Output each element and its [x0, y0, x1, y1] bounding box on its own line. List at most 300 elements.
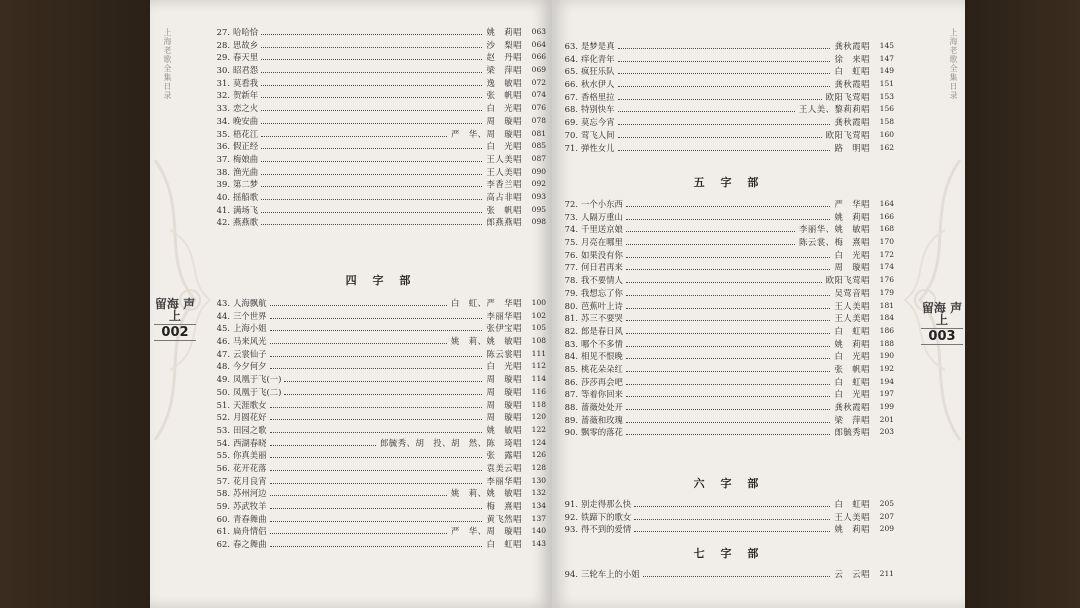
singer-name: 张 帆唱 [486, 90, 522, 101]
entry-page: 100 [531, 298, 546, 307]
song-title: 蔷薇和玫瑰 [581, 414, 623, 425]
entry-page: 203 [879, 427, 894, 437]
leader-dots [270, 445, 376, 446]
song-title: 莎莎再会吧 [581, 376, 623, 387]
section-heading: 七 字 部 [693, 547, 765, 560]
entry-number: 41. [216, 204, 230, 215]
entry-page: 149 [879, 66, 894, 76]
song-title: 月亮在哪里 [581, 237, 623, 248]
toc-entry [564, 103, 894, 116]
singer-name: 姚 莉唱 [834, 211, 870, 222]
entry-number: 74. [564, 224, 578, 235]
singer-name: 白 虹唱 [834, 66, 870, 77]
entry-page: 181 [879, 300, 894, 310]
entry-page: 108 [531, 336, 546, 346]
singer-name: 姚 莉唱 [834, 524, 870, 535]
entry-page: 063 [531, 27, 546, 36]
leader-dots [270, 343, 447, 344]
song-title: 痒化青年 [581, 53, 615, 64]
entry-page: 199 [879, 402, 894, 411]
toc-entry [564, 249, 894, 262]
entry-page: 176 [879, 275, 894, 285]
entry-number: 81. [564, 313, 578, 324]
leader-dots [270, 470, 482, 471]
singer-name: 白 虹唱 [486, 539, 522, 550]
entry-number: 48. [216, 361, 230, 372]
entry-page: 069 [531, 65, 546, 75]
leader-dots [261, 186, 482, 187]
singer-name: 白 虹唱 [834, 376, 870, 387]
entry-number: 55. [216, 450, 230, 461]
entry-page: 074 [531, 90, 546, 100]
entry-page: 162 [879, 142, 894, 152]
leader-dots [261, 212, 482, 213]
toc-entry [216, 513, 546, 526]
leader-dots [270, 521, 482, 522]
toc-list [564, 568, 894, 581]
song-title: 假正经 [233, 141, 259, 152]
table-surface-right [965, 0, 1080, 608]
entry-number: 30. [216, 65, 230, 76]
toc-entry [216, 26, 546, 39]
leader-dots [626, 269, 830, 270]
toc-entry [216, 386, 546, 399]
singer-name: 欧阳飞莺唱 [825, 275, 870, 286]
leader-dots [626, 333, 830, 334]
book-side-title: 上海老歌全集日录 [949, 28, 958, 100]
toc-list [216, 297, 546, 551]
singer-name: 陈云裳唱 [486, 348, 522, 359]
entry-page: 143 [531, 539, 546, 549]
singer-name: 白 虹、严 华唱 [451, 298, 522, 308]
entry-number: 47. [216, 348, 230, 359]
leader-dots [261, 97, 482, 98]
entry-number: 35. [216, 128, 230, 139]
entry-page: 190 [879, 351, 894, 361]
toc-entry [216, 77, 546, 90]
toc-entry [216, 449, 546, 462]
leader-dots [626, 434, 830, 435]
entry-number: 28. [216, 39, 230, 50]
entry-page: 072 [531, 77, 546, 87]
song-title: 特别快车 [581, 104, 615, 115]
entry-page: 170 [879, 237, 894, 247]
toc-entry [564, 65, 894, 78]
entry-number: 44. [216, 310, 230, 321]
entry-page: 156 [879, 104, 894, 114]
singer-name: 李丽华、姚 敏唱 [799, 224, 870, 235]
entry-page: 064 [531, 39, 546, 49]
song-title: 如果没有你 [581, 249, 623, 260]
song-title: 扁舟情侣 [233, 526, 267, 537]
singer-name: 严 华、周 璇唱 [451, 526, 522, 537]
singer-name: 周 璇唱 [486, 412, 522, 423]
song-title: 渔光曲 [233, 166, 259, 177]
leader-dots [626, 396, 830, 397]
floral-ornament-right [895, 150, 965, 450]
entry-number: 59. [216, 501, 230, 511]
entry-number: 86. [564, 376, 578, 387]
leader-dots [270, 483, 482, 484]
leader-dots [261, 199, 482, 200]
leader-dots [626, 295, 830, 296]
singer-name: 白 光唱 [834, 249, 870, 260]
leader-dots [634, 519, 830, 520]
entry-page: 118 [531, 399, 546, 409]
entry-page: 130 [531, 475, 546, 485]
song-title: 梅娘曲 [233, 153, 259, 164]
leader-dots [261, 161, 482, 162]
song-title: 郎是春日风 [581, 325, 623, 336]
entry-number: 60. [216, 513, 230, 524]
singer-name: 周 璇唱 [834, 262, 870, 273]
entry-number: 90. [564, 427, 578, 438]
song-title: 我不要情人 [581, 275, 623, 286]
song-title: 燕燕歌 [233, 217, 259, 228]
entry-page: 179 [879, 287, 894, 297]
right-page [552, 0, 965, 608]
leader-dots [626, 320, 830, 321]
singer-name: 梁 萍唱 [486, 65, 522, 76]
entry-number: 93. [564, 524, 578, 535]
song-title: 飘零的落花 [581, 427, 623, 438]
leader-dots [618, 150, 830, 151]
toc-entry [216, 538, 546, 551]
song-title: 云裳仙子 [233, 348, 267, 359]
song-title: 晚安曲 [233, 115, 259, 126]
toc-entry [564, 568, 894, 581]
toc-entry [564, 91, 894, 104]
singer-name: 严 华、周 璇唱 [451, 128, 522, 139]
song-title: 苏三不要哭 [581, 313, 623, 324]
song-title: 青春舞曲 [233, 513, 267, 524]
song-title: 哈哈恰 [233, 27, 259, 37]
singer-name: 梅 熹唱 [486, 501, 522, 511]
singer-name: 张 帆唱 [486, 204, 522, 215]
song-title: 相见不恨晚 [581, 351, 623, 362]
entry-page: 120 [531, 412, 546, 422]
singer-name: 张伊宝唱 [486, 323, 522, 334]
toc-section [564, 545, 894, 561]
toc-entry [216, 411, 546, 424]
leader-dots [284, 394, 482, 395]
song-title: 香格里拉 [581, 91, 615, 102]
singer-name: 周 璇唱 [486, 374, 522, 385]
toc-list [564, 498, 894, 536]
song-title: 凤凰于飞(一) [233, 374, 282, 385]
singer-name: 陈云裳、梅 熹唱 [799, 237, 870, 248]
entry-number: 32. [216, 90, 230, 101]
entry-page: 132 [531, 488, 546, 498]
entry-page: 145 [879, 41, 894, 50]
leader-dots [261, 136, 447, 137]
entry-number: 38. [216, 166, 230, 177]
singer-name: 欧阳飞莺唱 [825, 129, 870, 140]
entry-number: 80. [564, 300, 578, 311]
toc-entry [216, 360, 546, 373]
toc-entry [216, 39, 546, 52]
singer-name: 郎燕燕唱 [486, 217, 522, 228]
toc-entry [216, 399, 546, 412]
toc-entry [564, 40, 894, 53]
leader-dots [626, 371, 830, 372]
entry-page: 111 [531, 348, 546, 358]
song-title: 月圆花好 [233, 412, 267, 423]
singer-name: 赵 丹唱 [486, 52, 522, 63]
leader-dots [618, 86, 830, 87]
book-brand [154, 298, 196, 341]
leader-dots [270, 533, 447, 534]
toc-entry [216, 525, 546, 538]
toc-entry [216, 128, 546, 141]
song-title: 今夕何夕 [233, 361, 267, 372]
singer-name: 白 光唱 [486, 103, 522, 114]
song-title: 莺飞人间 [581, 129, 615, 140]
entry-number: 51. [216, 399, 230, 410]
singer-name: 郎毓秀唱 [834, 427, 870, 438]
singer-name: 姚 莉、姚 敏唱 [451, 488, 522, 499]
entry-page: 122 [531, 424, 546, 434]
entry-number: 82. [564, 325, 578, 336]
entry-page: 160 [879, 129, 894, 139]
song-title: 春天里 [233, 52, 259, 63]
singer-name: 王人美、黎莉莉唱 [799, 104, 870, 115]
toc-entry [216, 51, 546, 64]
leader-dots [634, 531, 830, 532]
leader-dots [261, 72, 482, 73]
entry-page: 192 [879, 363, 894, 373]
song-title: 何日君再来 [581, 262, 623, 273]
singer-name: 白 光唱 [486, 141, 522, 152]
book-side-title: 上海老歌全集日录 [163, 28, 172, 100]
toc-entry [564, 300, 894, 313]
entry-number: 75. [564, 237, 578, 248]
entry-number: 49. [216, 374, 230, 385]
toc-entry [216, 475, 546, 488]
toc-entry [564, 78, 894, 91]
entry-number: 83. [564, 338, 578, 349]
song-title: 梧花江 [233, 128, 259, 139]
singer-name: 龚秋霞唱 [834, 79, 870, 90]
toc-section [216, 272, 546, 288]
leader-dots [626, 409, 830, 410]
toc-entry [564, 426, 894, 439]
entry-number: 33. [216, 103, 230, 114]
song-title: 第二梦 [233, 179, 259, 190]
toc-entry [216, 437, 546, 450]
song-title: 得不到的爱情 [581, 524, 632, 535]
singer-name: 严 华唱 [834, 199, 870, 209]
song-title: 恋之火 [233, 103, 259, 114]
singer-name: 龚秋霞唱 [834, 41, 870, 51]
brand-logo-text: 留海 声上 [154, 297, 196, 323]
song-title: 花开花落 [233, 462, 267, 473]
toc-entry [564, 523, 894, 536]
page-number: 002 [154, 324, 196, 341]
song-title: 马来风光 [233, 336, 267, 347]
entry-number: 50. [216, 386, 230, 397]
entry-number: 68. [564, 104, 578, 115]
entry-number: 46. [216, 336, 230, 347]
singer-name: 王人美唱 [834, 300, 870, 311]
entry-number: 94. [564, 569, 578, 579]
leader-dots [270, 407, 482, 408]
song-title: 别走得那么快 [581, 499, 632, 509]
singer-name: 云 云唱 [834, 569, 870, 579]
entry-number: 54. [216, 437, 230, 448]
entry-number: 92. [564, 511, 578, 522]
leader-dots [261, 59, 482, 60]
leader-dots [284, 381, 482, 382]
entry-number: 87. [564, 389, 578, 400]
leader-dots [261, 148, 482, 149]
toc-entry [216, 322, 546, 335]
entry-number: 88. [564, 402, 578, 412]
entry-number: 31. [216, 77, 230, 88]
page-number: 003 [921, 328, 963, 345]
entry-number: 61. [216, 526, 230, 537]
entry-number: 37. [216, 153, 230, 164]
entry-number: 53. [216, 424, 230, 435]
entry-page: 188 [879, 338, 894, 348]
toc-entry [564, 53, 894, 66]
leader-dots [618, 124, 830, 125]
toc-entry [216, 462, 546, 475]
leader-dots [270, 432, 482, 433]
song-title: 人隔万重山 [581, 211, 623, 222]
entry-page: 092 [531, 179, 546, 189]
entry-page: 209 [879, 524, 894, 534]
singer-name: 梁 萍唱 [834, 414, 870, 425]
toc-entry [216, 487, 546, 500]
toc-entry [216, 140, 546, 153]
song-title: 秋水伊人 [581, 79, 615, 90]
toc-entry [564, 376, 894, 389]
entry-page: 158 [879, 117, 894, 127]
singer-name: 路 明唱 [834, 142, 870, 153]
toc-entry [216, 191, 546, 204]
singer-name: 郎毓秀、胡 投、胡 然、陈 琦唱 [380, 437, 522, 448]
entry-page: 164 [879, 199, 894, 208]
entry-page: 102 [531, 310, 546, 320]
toc-section [564, 174, 894, 190]
singer-name: 白 虹唱 [834, 499, 870, 509]
singer-name: 姚 莉、姚 敏唱 [451, 336, 522, 347]
leader-dots [270, 419, 482, 420]
entry-page: 076 [531, 103, 546, 113]
entry-number: 76. [564, 249, 578, 260]
song-title: 贺新年 [233, 90, 259, 101]
leader-dots [270, 368, 482, 369]
leader-dots [618, 48, 830, 49]
entry-page: 201 [879, 414, 894, 424]
entry-number: 34. [216, 115, 230, 126]
toc-entry [564, 388, 894, 401]
leader-dots [626, 206, 830, 207]
toc-list [216, 26, 546, 229]
toc-entry [216, 178, 546, 191]
toc-entry [564, 129, 894, 142]
song-title: 桃花朵朵红 [581, 363, 623, 374]
singer-name: 白 光唱 [834, 351, 870, 362]
song-title: 千里送京娘 [581, 224, 623, 235]
toc-entry [216, 310, 546, 323]
singer-name: 袁美云唱 [486, 462, 522, 473]
song-title: 三轮车上的小姐 [581, 569, 640, 579]
toc-entry [564, 142, 894, 155]
toc-entry [216, 153, 546, 166]
entry-page: 184 [879, 313, 894, 323]
entry-number: 89. [564, 414, 578, 425]
song-title: 你真美丽 [233, 450, 267, 461]
leader-dots [270, 546, 482, 547]
song-title: 西湖春晓 [233, 437, 267, 448]
entry-number: 64. [564, 53, 578, 64]
toc-section [564, 475, 894, 491]
song-title: 疯狂乐队 [581, 66, 615, 77]
toc-entry [564, 325, 894, 338]
leader-dots [626, 358, 830, 359]
singer-name: 周 璇唱 [486, 399, 522, 410]
entry-number: 27. [216, 27, 230, 37]
singer-name: 姚 敏唱 [486, 424, 522, 435]
leader-dots [261, 224, 482, 225]
entry-page: 116 [531, 386, 546, 396]
leader-dots [618, 73, 830, 74]
toc-entry [216, 64, 546, 77]
leader-dots [261, 123, 482, 124]
entry-page: 174 [879, 262, 894, 272]
entry-number: 58. [216, 488, 230, 499]
song-title: 三个世界 [233, 310, 267, 321]
singer-name: 吴莺音唱 [834, 287, 870, 298]
toc-entry [564, 498, 894, 511]
toc-entry [564, 261, 894, 274]
leader-dots [618, 61, 830, 62]
leader-dots [618, 137, 822, 138]
song-title: 是梦是真 [581, 41, 615, 51]
song-title: 满场飞 [233, 204, 259, 215]
entry-number: 79. [564, 287, 578, 298]
singer-name: 张 帆唱 [834, 363, 870, 374]
toc-entry [564, 287, 894, 300]
toc-entry [216, 373, 546, 386]
leader-dots [270, 318, 482, 319]
entry-page: 134 [531, 501, 546, 510]
singer-name: 白 光唱 [834, 389, 870, 400]
toc-entry [216, 348, 546, 361]
entry-number: 91. [564, 499, 578, 509]
entry-page: 112 [531, 361, 546, 371]
singer-name: 龚秋霞唱 [834, 402, 870, 412]
entry-number: 73. [564, 211, 578, 222]
left-page [150, 0, 552, 608]
song-title: 摇船歌 [233, 191, 259, 202]
leader-dots [270, 305, 447, 306]
leader-dots [626, 384, 830, 385]
entry-number: 52. [216, 412, 230, 423]
entry-page: 126 [531, 450, 546, 460]
entry-number: 56. [216, 462, 230, 473]
toc-entry [216, 166, 546, 179]
section-heading: 四 字 部 [345, 274, 417, 287]
singer-name: 王人美唱 [834, 511, 870, 522]
entry-page: 078 [531, 115, 546, 125]
entry-page: 153 [879, 91, 894, 101]
singer-name: 李香兰唱 [486, 179, 522, 190]
entry-page: 151 [879, 79, 894, 89]
singer-name: 周 璇唱 [486, 115, 522, 126]
